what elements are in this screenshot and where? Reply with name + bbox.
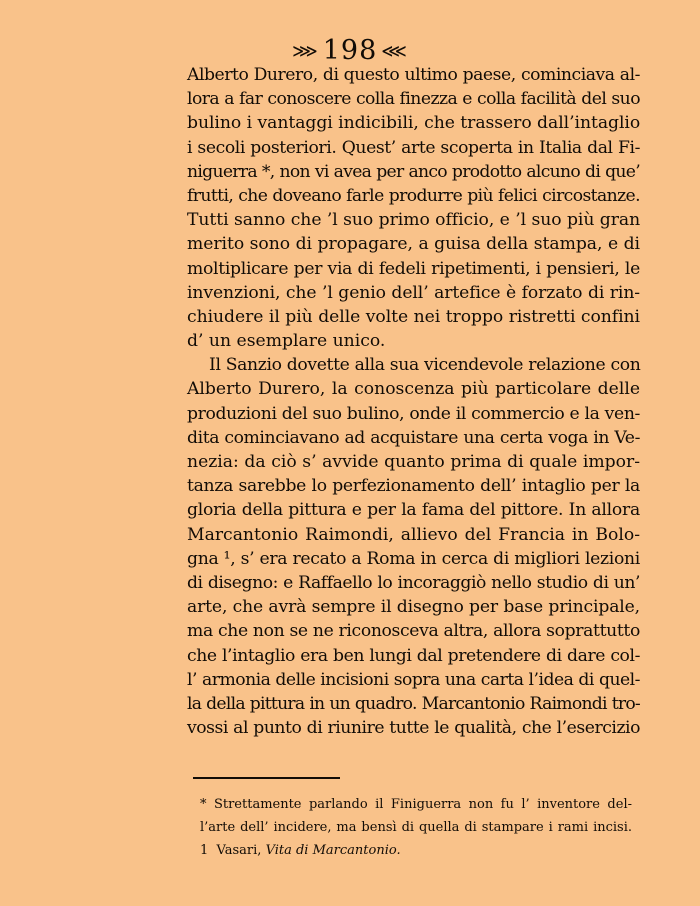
text-line: chiudere il più delle volte nei troppo ristretti confini <box>187 306 640 327</box>
text-line: arte, che avrà sempre il disegno per base principale, <box>187 597 640 618</box>
text-line: Alberto Durero, la conoscenza più particolare delle <box>187 379 640 400</box>
text-line: tanza sarebbe lo perfezionamento dell’ intaglio per la <box>187 476 640 497</box>
text-line: l’ armonia delle incisioni sopra una carta l’idea di quel- <box>187 669 640 690</box>
paragraph-start-line: Il Sanzio dovette alla sua vicendevole relazione con <box>209 355 641 376</box>
text-line: gna ¹, s’ era recato a Roma in cerca di migliori lezioni <box>187 548 640 569</box>
text-line: vossi al punto di riunire tutte le qualità, che l’esercizio <box>187 718 640 739</box>
text-line: dita cominciavano ad acquistare una certa voga in Ve- <box>187 427 640 448</box>
text-line: nezia: da ciò s’ avvide quanto prima di quale impor- <box>187 452 640 472</box>
text-line: gloria della pittura e per la fama del pittore. In allora <box>187 500 640 521</box>
text-line: Alberto Durero, di questo ultimo paese, cominciava al- <box>187 65 640 85</box>
right-ornament-icon: ⋘ <box>381 40 408 62</box>
text-line: Tutti sanno che ’l suo primo officio, e ’l suo più gran <box>187 210 641 231</box>
text-line: Marcantonio Raimondi, allievo del Francia in Bolo- <box>187 524 640 545</box>
footnote-divider <box>193 777 340 779</box>
footnote-marker: 1 <box>200 843 209 858</box>
footnote-line: * Strettamente parlando il Finiguerra non fu l’ inventore del- <box>200 797 632 812</box>
text-line: i secoli posteriori. Quest’ arte scoperta in Italia dal Fi- <box>187 137 640 158</box>
text-line: ma che non se ne riconosceva altra, allora soprattutto <box>187 621 640 642</box>
text-line: invenzioni, che ’l genio dell’ artefice è forzato di rin- <box>187 282 640 303</box>
text-line: di disegno: e Raffaello lo incoraggiò nello studio di un’ <box>187 572 640 593</box>
page-header <box>0 36 700 67</box>
left-ornament-icon: ⋙ <box>292 40 319 62</box>
footnote-line: l’arte dell’ incidere, ma bensì di quella di stampare i rami incisi. <box>200 820 632 835</box>
footnote-author: Vasari, <box>216 843 262 858</box>
page-number: 198 <box>322 35 378 66</box>
footnote-reference <box>200 839 632 862</box>
text-line: niguerra *, non vi avea per anco prodotto alcuno di que’ <box>187 161 640 182</box>
text-line: bulino i vantaggi indicibili, che trassero dall’intaglio <box>187 113 641 134</box>
text-line: moltiplicare per via di fedeli ripetimenti, i pensieri, le <box>187 258 640 279</box>
footnote-title: Vita di Marcantonio. <box>265 843 401 858</box>
text-line: la della pittura in un quadro. Marcantonio Raimondi tro- <box>187 693 640 714</box>
text-line: che l’intaglio era ben lungi dal pretendere di dare col- <box>187 645 640 666</box>
body-text <box>187 63 640 740</box>
paragraph-end-line: d’ un esemplare unico. <box>187 331 386 352</box>
text-line: produzioni del suo bulino, onde il commercio e la ven- <box>187 403 640 424</box>
text-line: merito sono di propagare, a guisa della stampa, e di <box>187 234 640 255</box>
footnotes <box>200 793 632 862</box>
text-line: frutti, che doveano farle produrre più felici circostanze. <box>187 185 640 206</box>
text-line: lora a far conoscere colla finezza e colla facilità del suo <box>187 89 640 110</box>
